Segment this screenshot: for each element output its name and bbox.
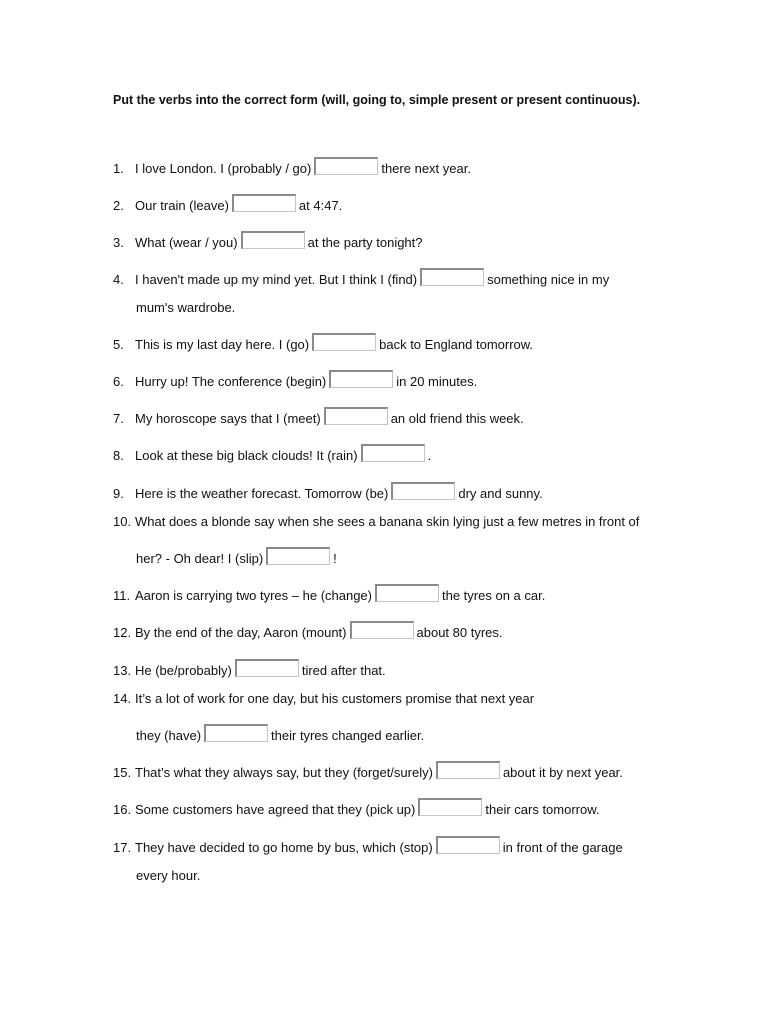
item-text-before: This is my last day here. I (go) xyxy=(135,337,310,352)
answer-input-4[interactable] xyxy=(420,268,484,286)
exercise-item-17 xyxy=(113,840,623,859)
answer-input-11[interactable] xyxy=(375,584,439,602)
item-number: 13. xyxy=(113,663,132,678)
item-number: 5. xyxy=(113,337,124,352)
item-text-after: their cars tomorrow. xyxy=(485,802,600,817)
item-text-before: My horoscope says that I (meet) xyxy=(135,411,321,426)
exercise-item-15 xyxy=(113,765,623,784)
item-continuation-4: mum's wardrobe. xyxy=(136,300,236,315)
item-number: 6. xyxy=(113,374,124,389)
item-text-after: ! xyxy=(333,551,337,566)
item-text-after: in front of the garage xyxy=(502,840,623,855)
answer-input-14[interactable] xyxy=(204,724,268,742)
item-number: 10. xyxy=(113,514,132,529)
exercise-item-10 xyxy=(113,514,639,530)
item-text-after: tired after that. xyxy=(301,663,386,678)
item-text-after: about it by next year. xyxy=(502,765,623,780)
answer-input-9[interactable] xyxy=(391,482,455,500)
item-number: 12. xyxy=(113,625,132,640)
item-text-before: I love London. I (probably / go) xyxy=(135,161,312,176)
item-text-before: they (have) xyxy=(136,728,202,743)
item-text-after: at the party tonight? xyxy=(307,235,423,250)
item-number: 16. xyxy=(113,802,132,817)
item-number: 7. xyxy=(113,411,124,426)
exercise-item-7 xyxy=(113,411,524,430)
exercise-item-3 xyxy=(113,235,423,254)
exercise-item-13 xyxy=(113,663,386,682)
item-text-after: there next year. xyxy=(381,161,471,176)
item-text-after: in 20 minutes. xyxy=(396,374,478,389)
answer-input-1[interactable] xyxy=(314,157,378,175)
item-text-before: That’s what they always say, but they (forget/surely) xyxy=(135,765,433,780)
item-text-after: back to England tomorrow. xyxy=(379,337,534,352)
item-text-before: He (be/probably) xyxy=(135,663,232,678)
answer-input-16[interactable] xyxy=(418,798,482,816)
item-text-before: Hurry up! The conference (begin) xyxy=(135,374,327,389)
item-text-before: Look at these big black clouds! It (rain) xyxy=(135,448,358,463)
item-text-before: By the end of the day, Aaron (mount) xyxy=(135,625,347,640)
item-text-before: Some customers have agreed that they (pick up) xyxy=(135,802,416,817)
exercise-item-10-line-2 xyxy=(136,551,337,570)
exercise-item-1 xyxy=(113,161,471,180)
answer-input-10[interactable] xyxy=(266,547,330,565)
answer-input-2[interactable] xyxy=(232,194,296,212)
item-number: 17. xyxy=(113,840,132,855)
answer-input-8[interactable] xyxy=(361,444,425,462)
item-text-after: . xyxy=(427,448,432,463)
answer-input-15[interactable] xyxy=(436,761,500,779)
item-number: 8. xyxy=(113,448,124,463)
answer-input-17[interactable] xyxy=(436,836,500,854)
item-text-first-line: It’s a lot of work for one day, but his customers promise that next year xyxy=(135,691,535,706)
item-number: 15. xyxy=(113,765,132,780)
item-text-after: something nice in my xyxy=(487,272,610,287)
exercise-item-12 xyxy=(113,625,503,644)
exercise-item-5 xyxy=(113,337,533,356)
exercise-item-4 xyxy=(113,272,609,291)
item-text-before: They have decided to go home by bus, which (stop) xyxy=(135,840,433,855)
exercise-item-6 xyxy=(113,374,477,393)
item-text-before: her? - Oh dear! I (slip) xyxy=(136,551,264,566)
instruction-heading: Put the verbs into the correct form (will, going to, simple present or present continuous). xyxy=(113,93,641,107)
item-number: 9. xyxy=(113,486,124,501)
item-number: 2. xyxy=(113,198,124,213)
answer-input-12[interactable] xyxy=(350,621,414,639)
item-text-after: dry and sunny. xyxy=(458,486,543,501)
item-text-first-line: What does a blonde say when she sees a banana skin lying just a few metres in front of xyxy=(135,514,640,529)
item-text-before: Here is the weather forecast. Tomorrow (be) xyxy=(135,486,389,501)
exercise-item-2 xyxy=(113,198,342,217)
answer-input-6[interactable] xyxy=(329,370,393,388)
item-text-after: the tyres on a car. xyxy=(442,588,546,603)
item-text-before: Aaron is carrying two tyres – he (change) xyxy=(135,588,372,603)
item-text-before: What (wear / you) xyxy=(135,235,238,250)
item-text-before: I haven't made up my mind yet. But I think I (find) xyxy=(135,272,418,287)
answer-input-3[interactable] xyxy=(241,231,305,249)
answer-input-5[interactable] xyxy=(312,333,376,351)
exercise-item-16 xyxy=(113,802,600,821)
item-text-before: Our train (leave) xyxy=(135,198,229,213)
answer-input-7[interactable] xyxy=(324,407,388,425)
answer-input-13[interactable] xyxy=(235,659,299,677)
item-number: 11. xyxy=(113,588,131,603)
item-number: 3. xyxy=(113,235,124,250)
item-text-after: about 80 tyres. xyxy=(416,625,503,640)
exercise-item-8 xyxy=(113,448,431,467)
item-number: 4. xyxy=(113,272,124,287)
exercise-item-14 xyxy=(113,691,534,707)
item-text-after: their tyres changed earlier. xyxy=(271,728,425,743)
item-text-after: at 4:47. xyxy=(298,198,343,213)
item-text-after: an old friend this week. xyxy=(390,411,524,426)
item-number: 14. xyxy=(113,691,132,706)
item-continuation-17: every hour. xyxy=(136,868,201,883)
exercise-item-9 xyxy=(113,486,543,505)
exercise-item-11 xyxy=(113,588,545,607)
item-number: 1. xyxy=(113,161,124,176)
exercise-item-14-line-2 xyxy=(136,728,424,747)
